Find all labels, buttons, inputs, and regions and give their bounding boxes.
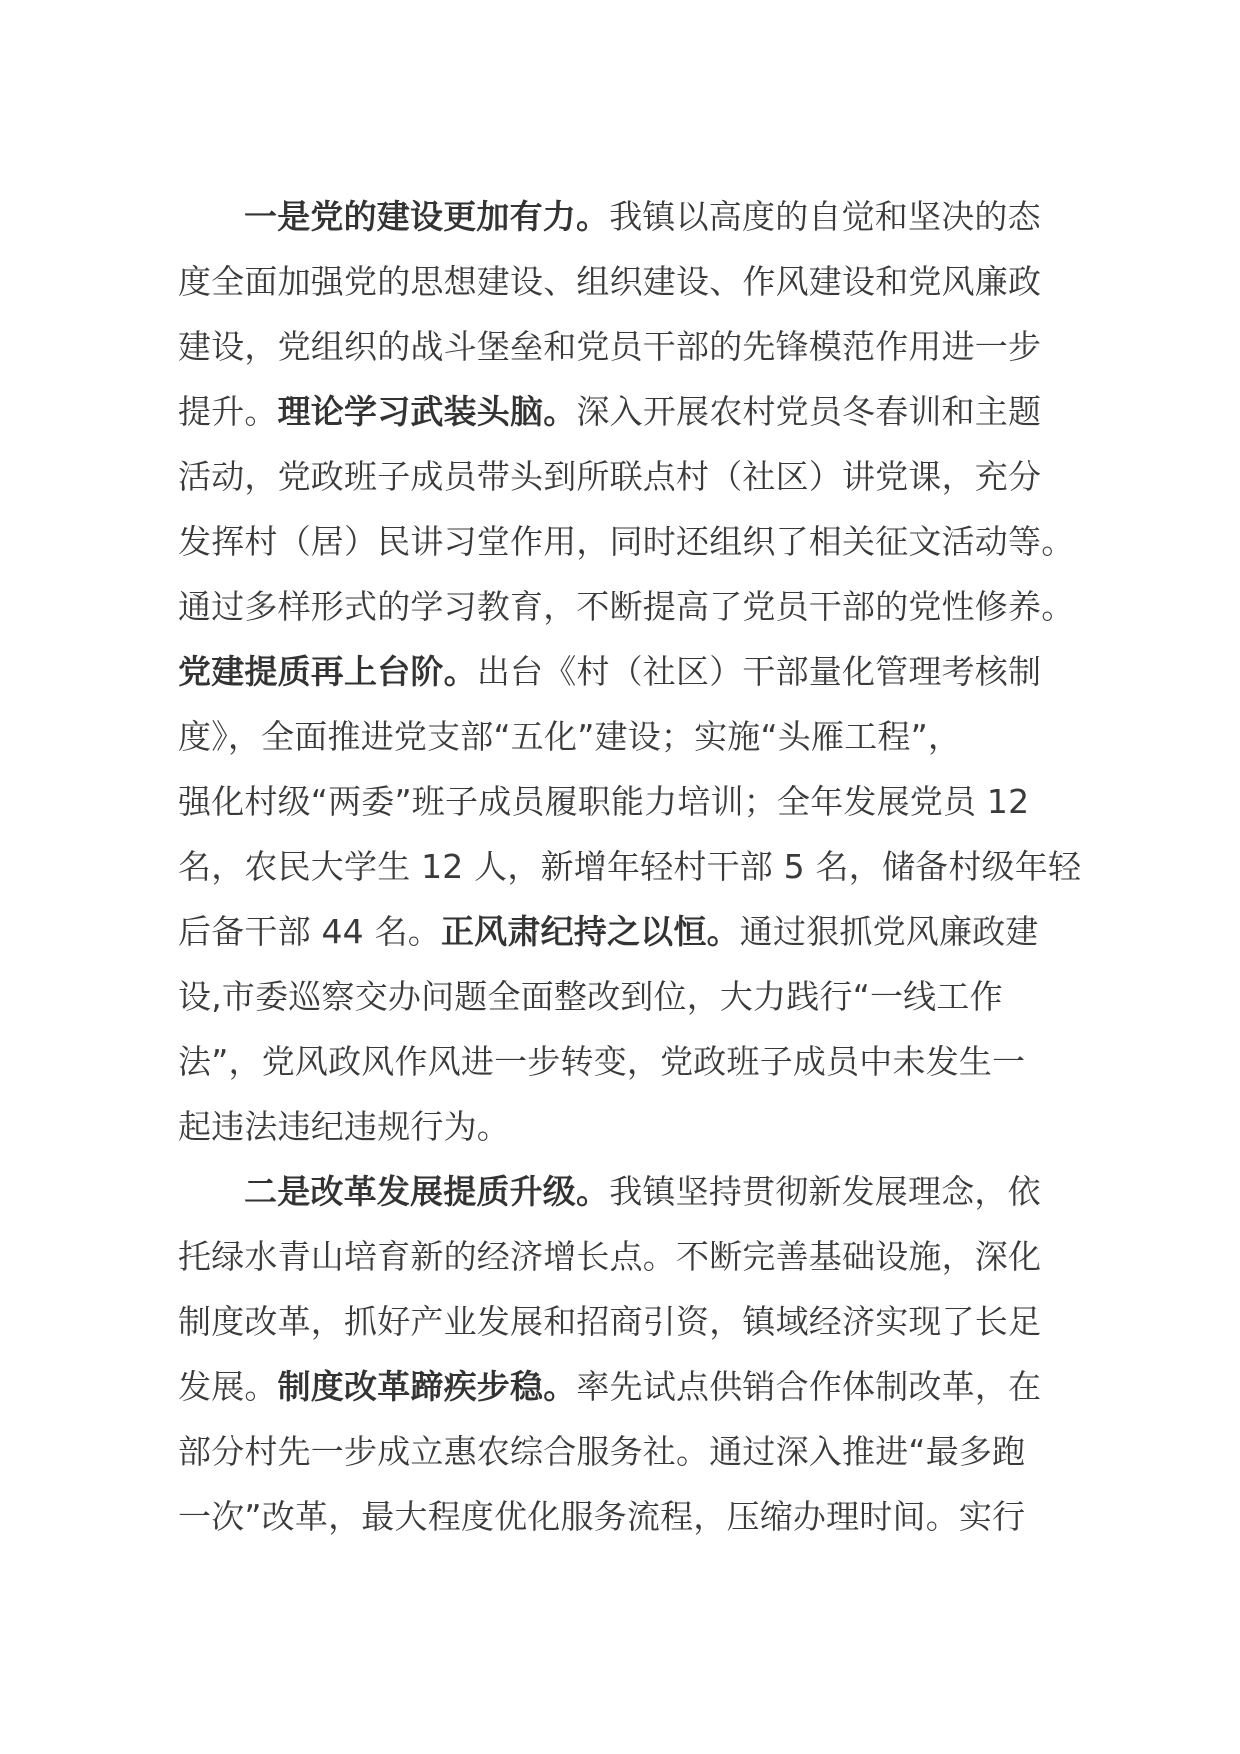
- text-span: 后备干部 44 名。: [178, 912, 441, 951]
- text-line: 活动，党政班子成员带头到所联点村（社区）讲党课，充分: [178, 457, 1042, 496]
- text-line: 发挥村（居）民讲习堂作用，同时还组织了相关征文活动等。: [178, 522, 1075, 561]
- section-heading: 一是党的建设更加有力。: [244, 197, 610, 236]
- text-line: 强化村级“两委”班子成员履职能力培训；全年发展党员 12: [178, 782, 1030, 821]
- text-span: 提升。: [178, 392, 278, 431]
- text-line: 通过多样形式的学习教育，不断提高了党员干部的党性修养。: [178, 587, 1075, 626]
- text-span: 深入开展农村党员冬春训和主题: [576, 392, 1042, 431]
- section-heading: 二是改革发展提质升级。: [244, 1172, 610, 1211]
- document-body: [178, 184, 1098, 1549]
- subheading: 党建提质再上台阶。: [178, 652, 477, 691]
- subheading: 制度改革蹄疾步稳。: [277, 1367, 577, 1406]
- text-span: 我镇坚持贯彻新发展理念，依: [609, 1172, 1041, 1211]
- paragraph-reform-development: [178, 1159, 1098, 1549]
- text-span: 通过狠抓党风廉政建: [739, 912, 1039, 951]
- text-line: [178, 1354, 1098, 1419]
- text-line: 制度改革，抓好产业发展和招商引资，镇域经济实现了长足: [178, 1302, 1042, 1341]
- text-line: [178, 1159, 1098, 1224]
- text-line: 度全面加强党的思想建设、组织建设、作风建设和党风廉政: [178, 262, 1042, 301]
- text-line: 名，农民大学生 12 人，新增年轻村干部 5 名，储备村级年轻: [178, 847, 1082, 886]
- text-line: 法”，党风政风作风进一步转变，党政班子成员中未发生一: [178, 1042, 1026, 1081]
- text-line: 起违法违纪违规行为。: [178, 1107, 510, 1146]
- text-line: 设,市委巡察交办问题全面整改到位，大力践行“一线工作: [178, 977, 1003, 1016]
- text-line: [178, 639, 1098, 704]
- text-span: 发展。: [178, 1367, 278, 1406]
- text-span: 我镇以高度的自觉和坚决的态: [609, 197, 1041, 236]
- text-span: 出台《村（社区）干部量化管理考核制: [476, 652, 1042, 691]
- text-line: [178, 184, 1098, 249]
- subheading: 理论学习武装头脑。: [277, 392, 577, 431]
- text-line: 建设，党组织的战斗堡垒和党员干部的先锋模范作用进一步: [178, 327, 1042, 366]
- paragraph-party-building: [178, 184, 1098, 1159]
- text-line: 托绿水青山培育新的经济增长点。不断完善基础设施，深化: [178, 1237, 1042, 1276]
- text-line: [178, 379, 1098, 444]
- text-span: 率先试点供销合作体制改革，在: [576, 1367, 1042, 1406]
- subheading: 正风肃纪持之以恒。: [440, 912, 740, 951]
- text-line: 一次”改革，最大程度优化服务流程，压缩办理时间。实行: [178, 1497, 1026, 1536]
- text-line: 度》，全面推进党支部“五化”建设；实施“头雁工程”，: [178, 717, 962, 756]
- text-line: 部分村先一步成立惠农综合服务社。通过深入推进“最多跑: [178, 1432, 1026, 1471]
- text-line: [178, 899, 1098, 964]
